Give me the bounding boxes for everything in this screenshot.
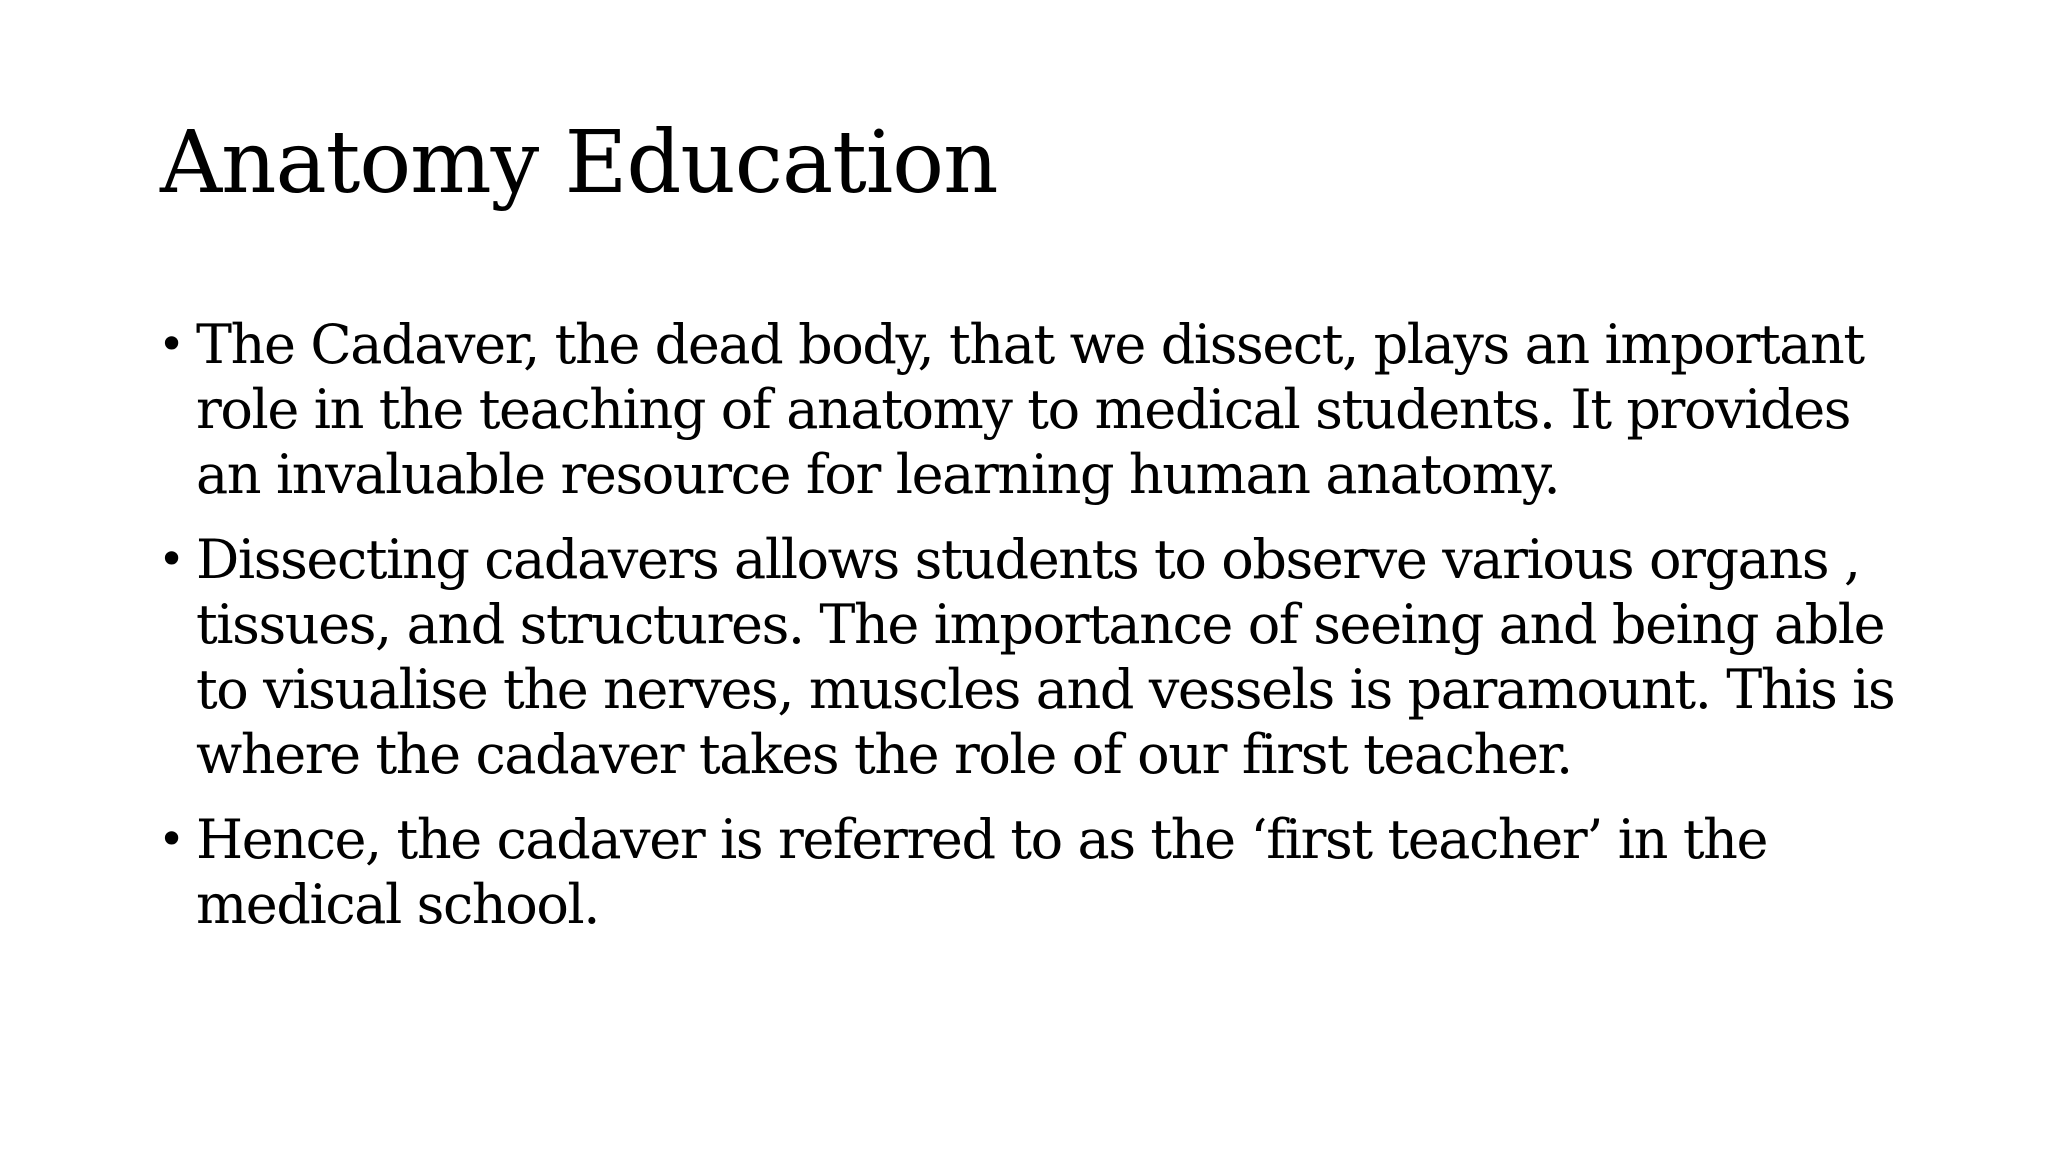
bullet-item (150, 807, 1910, 937)
slide-title: Anatomy Education (160, 113, 998, 213)
bullet-list (150, 312, 1910, 957)
bullet-item (150, 312, 1910, 507)
bullet-text: The Cadaver, the dead body, that we dissect, plays an important role in the teaching of anatomy to medical students. It provides an invaluable resource for learning human anatomy. (196, 313, 1864, 506)
bullet-dot-icon: • (158, 532, 184, 586)
bullet-dot-icon: • (158, 812, 184, 866)
bullet-text: Hence, the cadaver is referred to as the ‘first teacher’ in the medical school. (196, 808, 1768, 936)
bullet-dot-icon: • (158, 317, 184, 371)
bullet-text: Dissecting cadavers allows students to observe various organs , tissues, and structures. The importance of seeing and being able to visualise the nerves, muscles and vessels is paramount. This is where the cadaver takes the role of our first teacher. (196, 528, 1895, 786)
bullet-item (150, 527, 1910, 787)
